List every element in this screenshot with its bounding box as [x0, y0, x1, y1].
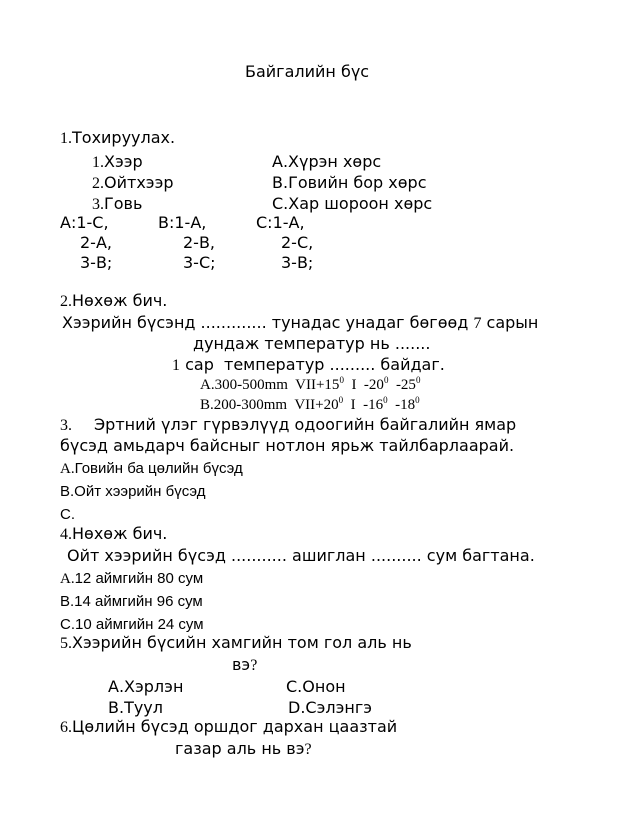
option-C-row1: С:1-А, — [256, 213, 305, 232]
option-C-row3: 3-В; — [281, 253, 314, 272]
question-5-line-1: 5.Хээрийн бүсийн хамгийн том гол аль нь — [60, 633, 412, 652]
option-A-row1: А:1-С, — [60, 213, 109, 232]
question-2-line-3: 1 сар температур ......... байдаг. — [172, 355, 445, 374]
option-C-row2: 2-С, — [281, 233, 314, 252]
question-6-line-2: газар аль нь вэ? — [175, 739, 312, 758]
question-3-option-c: C. — [60, 506, 75, 523]
question-3-line-1: 3. Эртний үлэг гүрвэлүүд одоогийн байгалийн ямар — [60, 415, 517, 434]
question-2-line-2: дундаж температур нь ....... — [193, 334, 431, 353]
question-5-line-2: вэ? — [232, 655, 258, 674]
match-item: 1.Хээр — [92, 152, 143, 171]
question-5-option-d: D.Сэлэнгэ — [288, 698, 373, 717]
question-4-line-1: Ойт хээрийн бүсэд ........... ашиглан .......... сум багтана. — [67, 546, 535, 565]
match-item: 2.Ойтхээр — [92, 173, 174, 192]
match-answer: А.Хүрэн хөрс — [272, 152, 382, 171]
question-5-option-a: А.Хэрлэн — [108, 677, 184, 696]
question-4: 4.Нөхөж бич. — [60, 524, 168, 543]
option-A-row3: 3-В; — [80, 253, 113, 272]
question-3-option-b: B.Ойт хээрийн бүсэд — [60, 483, 206, 500]
question-1 — [60, 128, 175, 149]
question-2-line-1: Хээрийн бүсэнд ............. тунадас унадаг бөгөөд 7 сарын — [62, 313, 539, 332]
question-5-option-c: С.Онон — [286, 677, 346, 696]
question-3-line-2: бүсэд амьдарч байсныг нотлон ярьж тайлбарлаарай. — [60, 436, 515, 455]
match-answer: В.Говийн бор хөрс — [272, 173, 427, 192]
match-answer: С.Хар шороон хөрс — [272, 194, 433, 213]
question-4-option-a: A.12 аймгийн 80 сум — [60, 570, 204, 587]
option-A-row2: 2-А, — [80, 233, 112, 252]
question-heading: Тохируулах. — [72, 128, 176, 147]
question-number: 1. — [60, 130, 72, 147]
match-item: 3.Говь — [92, 194, 143, 213]
question-2: 2.Нөхөж бич. — [60, 291, 168, 310]
question-5-option-b: В.Туул — [108, 698, 163, 717]
option-B-row3: 3-С; — [183, 253, 216, 272]
question-2-option-a: A.300-500mm $VII+15^0$ I $-20^0$ $-25^0$ — [200, 375, 421, 393]
question-3-option-a: A.Говийн ба цөлийн бүсэд — [60, 460, 243, 477]
page-title: Байгалийн бүс — [245, 62, 370, 81]
question-2-option-b: B.200-300mm $VII+20^0$ I $-16^0$ $-18^0$ — [200, 395, 420, 413]
question-4-option-b: B.14 аймгийн 96 сум — [60, 593, 203, 610]
question-6-line-1: 6.Цөлийн бүсэд оршдог дархан цаазтай — [60, 717, 398, 736]
question-4-option-c: C.10 аймгийн 24 сум — [60, 616, 204, 633]
option-B-row1: В:1-А, — [158, 213, 207, 232]
option-B-row2: 2-В, — [183, 233, 216, 252]
